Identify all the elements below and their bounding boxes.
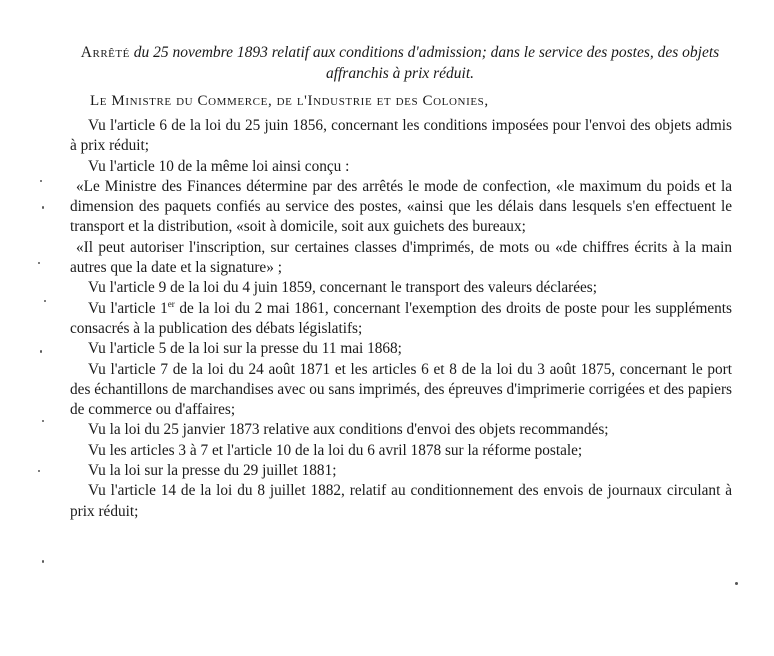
paragraph-lead: Vu l'article 1	[88, 299, 168, 317]
title-lead: Arrêté	[80, 44, 130, 61]
paragraph: Vu l'article 14 de la loi du 8 juillet 1882, relatif au conditionnement des envois de journaux circulant à prix réduit;	[70, 482, 732, 520]
paragraph: Vu l'article 9 de la loi du 4 juin 1859, concernant le transport des valeurs déclarées;	[88, 279, 598, 297]
minister-heading: Le Ministre du Commerce, de l'Industrie et des Colonies,	[90, 93, 489, 109]
paragraph: Vu la loi sur la presse du 29 juillet 1881;	[88, 462, 337, 480]
paragraph: Vu l'article 10 de la même loi ainsi conçu :	[88, 157, 350, 175]
scan-speck	[42, 206, 44, 209]
paragraph: Vu l'article 6 de la loi du 25 juin 1856, concernant les conditions imposées pour l'envoi des objets admis à prix réduit;	[70, 117, 732, 155]
quoted-paragraph: «Le Ministre des Finances détermine par des arrêtés le mode de confection, «le maximum du poids et la dimension des paquets confiés au service des postes, «ainsi que les délais dans lesquels s'en effectuent le transport et la distribution, «soit à domicile, soit aux guichets des bureaux;	[70, 177, 732, 236]
scan-speck	[38, 470, 40, 472]
scan-speck	[40, 350, 42, 353]
scan-speck	[44, 300, 46, 302]
scan-speck	[40, 180, 42, 182]
title-text: du 25 novembre 1893 relatif aux conditions d'admission; dans le service des postes, des objets affranchis à prix réduit.	[129, 44, 720, 82]
document-body	[70, 116, 732, 522]
scan-speck	[38, 262, 40, 264]
decree-title	[60, 42, 740, 84]
paragraph-rest: concernant l'exemption des droits de poste pour les suppléments consacrés à la publication des débats législatifs;	[70, 299, 732, 337]
scan-speck	[42, 420, 44, 422]
ordinal-superscript: er	[167, 298, 175, 309]
scan-speck	[42, 560, 44, 563]
paragraph: Vu l'article 7 de la loi du 24 août 1871 et les articles 6 et 8 de la loi du 3 août 1875, concernant le port des échantillons de marchandises avec ou sans imprimés, des épreuves d'imprimerie corrigées et des papiers de commerce ou d'affaires;	[70, 360, 732, 419]
paragraph-mid: de la loi du 2 mai 1861,	[174, 299, 334, 317]
paragraph: Vu les articles 3 à 7 et l'article 10 de la loi du 6 avril 1878 sur la réforme postale;	[88, 441, 583, 459]
scan-speck	[735, 582, 738, 585]
paragraph	[70, 299, 732, 340]
quoted-paragraph: «Il peut autoriser l'inscription, sur certaines classes d'imprimés, de mots ou «de chiffres écrits à la main autres que la date et la signature» ;	[70, 238, 732, 277]
paragraph: Vu l'article 5 de la loi sur la presse du 11 mai 1868;	[88, 340, 402, 358]
paragraph: Vu la loi du 25 janvier 1873 relative aux conditions d'envoi des objets recommandés;	[88, 421, 609, 439]
